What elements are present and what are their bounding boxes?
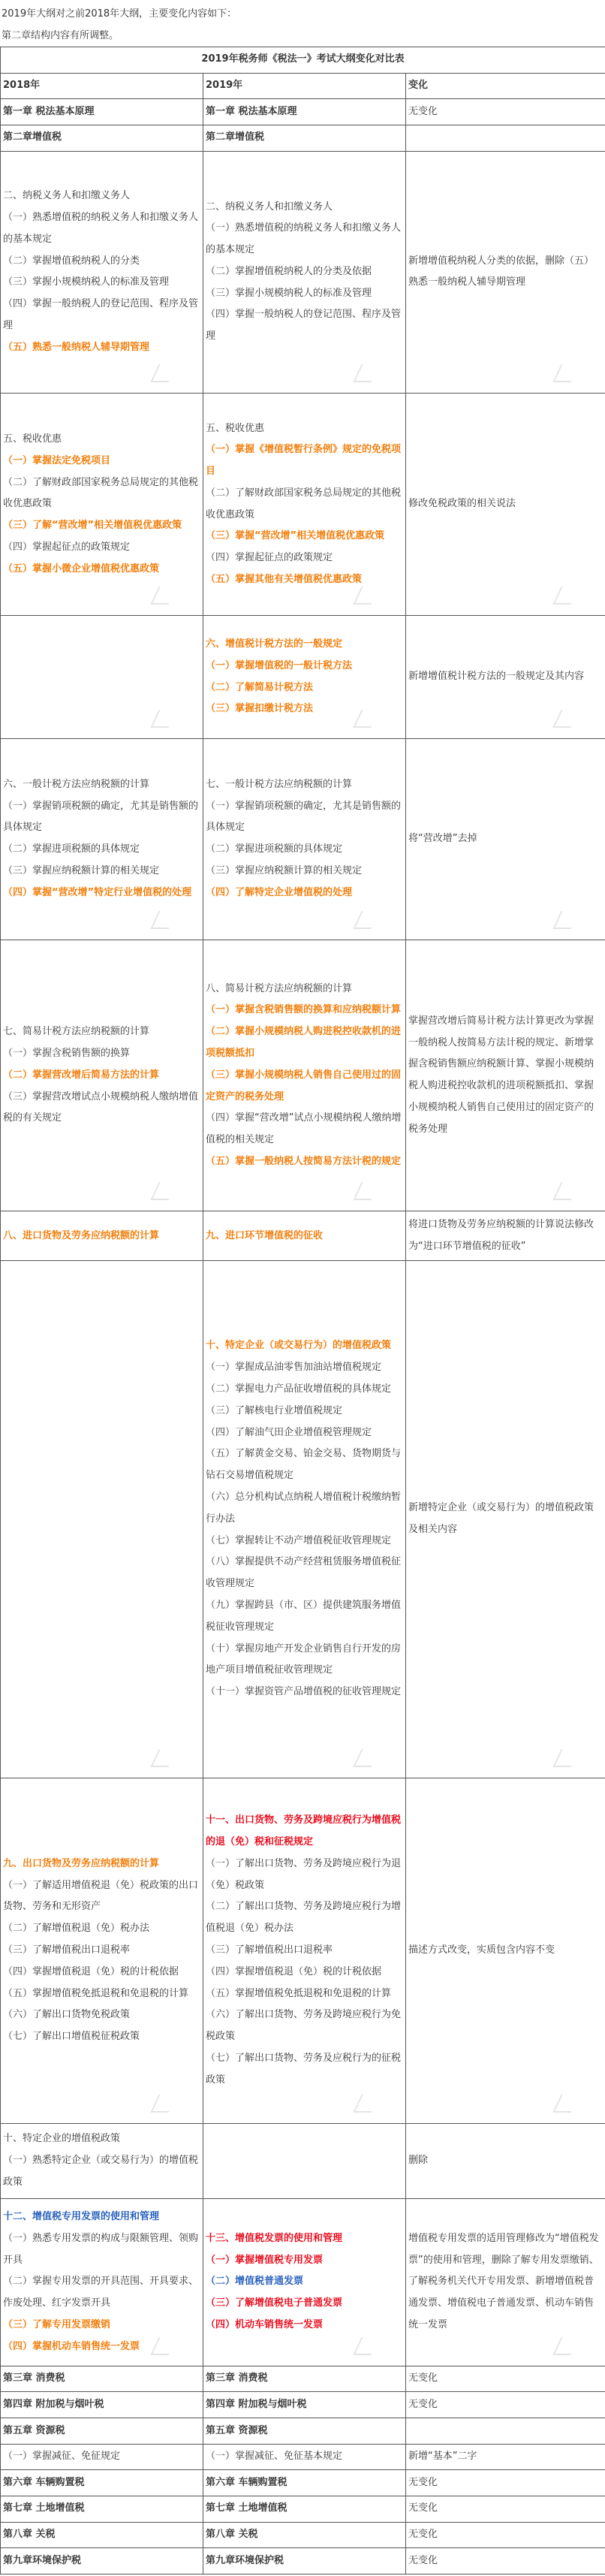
cell-line: （一）了解适用增值税退（免）税政策的出口货物、劳务和无形资产 <box>3 1879 199 1913</box>
cell-2019 <box>203 1261 406 1778</box>
cell-line: 二、纳税义务人和扣缴义务人 <box>206 201 333 213</box>
column-header-change: 变化 <box>406 73 605 99</box>
cell-line: （三）了解增值税电子普通发票 <box>206 2297 343 2309</box>
cell-line: 第二章增值税 <box>3 131 62 143</box>
cell-line: （四）掌握一般纳税人的登记范围、程序及管理 <box>206 309 402 342</box>
cell-2019 <box>203 394 406 616</box>
cell-line: （二）了解财政部国家税务总局规定的其他税收优惠政策 <box>206 487 402 520</box>
cell-line: （十）掌握房地产开发企业销售自行开发的房地产项目增值税征收管理规定 <box>206 1642 402 1676</box>
table-row <box>1 2123 605 2198</box>
cell-line: 无变化 <box>408 2398 438 2410</box>
cell-line: （三）掌握小规模纳税人的标准及管理 <box>3 276 170 288</box>
cell-line: 十二、增值税专用发票的使用和管理 <box>3 2211 160 2223</box>
cell-line: 掌握营改增后简易计税方法计算更改为掌握一般纳税人按简易方法计税的规定、新增掌握含税销售额应纳税额计算、掌握小规模纳税人购进税控收款机的进项税额抵扣、掌握小规模纳税人销售自己使用过的固定资产的税务处理 <box>408 1015 594 1135</box>
cell-change <box>406 2548 605 2574</box>
cell-line: 无变化 <box>408 2476 438 2488</box>
table-header-row <box>1 73 605 99</box>
cell-line: （二）掌握增值税纳税人的分类及依据 <box>206 265 372 277</box>
cell-line: （一）熟悉专用发票的构成与限额管理、领购开具 <box>3 2232 199 2266</box>
cell-2019 <box>203 2470 406 2496</box>
cell-line: （二）掌握小规模纳税人购进税控收款机的进项税额抵扣 <box>206 1026 402 1059</box>
cell-line: 增值税专用发票的适用管理修改为“增值税发票”的使用和管理，删除了解专用发票缴销、了解税务机关代开专用发票、新增增值税普通发票、增值税电子普通发票、机动车销售统一发票 <box>408 2232 599 2331</box>
cell-line: （一）掌握减征、免征基本规定 <box>206 2451 343 2463</box>
cell-line: （四）掌握起征点的政策规定 <box>206 552 333 564</box>
cell-line: （五）了解黄金交易、铂金交易、货物期货与钻石交易增值税规定 <box>206 1448 402 1482</box>
cell-line: （一）掌握减征、免征规定 <box>3 2451 121 2463</box>
cell-line: （一）掌握含税销售额的换算和应纳税额计算 <box>206 1004 402 1016</box>
cell-line: 二、纳税义务人和扣缴义务人 <box>3 190 131 202</box>
cell-line: （三）了解增值税出口退税率 <box>206 1944 333 1956</box>
cell-line: （四）了解油气田企业增值税管理规定 <box>206 1426 372 1438</box>
cell-line: 第七章 土地增值税 <box>206 2502 287 2514</box>
cell-line: （六）了解出口货物、劳务及跨境应税行为免税政策 <box>206 2009 402 2043</box>
cell-2018 <box>1 2123 203 2198</box>
table-row <box>1 2392 605 2418</box>
cell-line: （一）掌握增值税的一般计税方法 <box>206 659 353 671</box>
cell-line: （五）掌握其他有关增值税优惠政策 <box>206 574 363 586</box>
cell-2019 <box>203 2418 406 2445</box>
cell-2019 <box>203 2198 406 2366</box>
cell-2019 <box>203 940 406 1211</box>
cell-line: （二）了解出口货物、劳务及跨境应税行为增值税退（免）税办法 <box>206 1901 402 1935</box>
cell-line: （六）了解出口货物免税政策 <box>3 2009 131 2021</box>
cell-line: 第三章 消费税 <box>206 2372 268 2384</box>
cell-line: 第一章 税法基本原理 <box>206 105 297 117</box>
cell-line: 删除 <box>408 2154 429 2166</box>
comparison-table <box>0 47 605 2574</box>
cell-2019 <box>203 2444 406 2470</box>
cell-line: （一）掌握成品油零售加油站增值税规定 <box>206 1362 382 1374</box>
cell-line: 修改免税政策的相关说法 <box>408 498 516 510</box>
cell-line: 新增“基本”二字 <box>408 2451 477 2463</box>
cell-change <box>406 1211 605 1261</box>
cell-line: （二）了解财政部国家税务总局规定的其他税收优惠政策 <box>3 476 199 510</box>
cell-2018 <box>1 394 203 616</box>
cell-line: 七、一般计税方法应纳税额的计算 <box>206 778 353 790</box>
cell-line: 第八章 关税 <box>206 2529 258 2541</box>
cell-line: （一）了解出口货物、劳务及跨境应税行为退（免）税政策 <box>206 1857 402 1891</box>
cell-line: （七）了解出口货物、劳务及应税行为的征税政策 <box>206 2052 402 2086</box>
cell-2019 <box>203 2496 406 2523</box>
cell-line: （一）掌握增值税专用发票 <box>206 2254 324 2266</box>
cell-line: 第六章 车辆购置税 <box>3 2476 85 2488</box>
cell-2019 <box>203 738 406 940</box>
cell-change <box>406 2496 605 2523</box>
cell-change <box>406 394 605 616</box>
cell-line: 第五章 资源税 <box>206 2424 268 2436</box>
cell-line: 第九章环境保护税 <box>206 2554 284 2566</box>
cell-line: （二）掌握电力产品征收增值税的具体规定 <box>206 1383 392 1395</box>
cell-change <box>406 940 605 1211</box>
cell-line: （三）了解核电行业增值税规定 <box>206 1404 343 1416</box>
cell-2019 <box>203 99 406 125</box>
cell-line: （三）了解增值税出口退税率 <box>3 1944 131 1956</box>
cell-change <box>406 99 605 125</box>
cell-line: （一）掌握销项税额的确定，尤其是销售额的具体规定 <box>206 800 402 834</box>
cell-line: （五）掌握增值税免抵退税和免退税的计算 <box>3 1987 189 1999</box>
cell-line: （一）熟悉增值税的纳税义务人和扣缴义务人的基本规定 <box>206 222 402 256</box>
cell-line: 第五章 资源税 <box>3 2424 65 2436</box>
cell-2019 <box>203 125 406 151</box>
column-header-2018: 2018年 <box>1 73 203 99</box>
cell-2019 <box>203 2548 406 2574</box>
table-row <box>1 616 605 738</box>
table-row <box>1 2548 605 2574</box>
cell-2018 <box>1 1778 203 2123</box>
table-row <box>1 1778 605 2123</box>
cell-line: 第七章 土地增值税 <box>3 2502 85 2514</box>
cell-line: （四）掌握一般纳税人的登记范围、程序及管理 <box>3 298 199 331</box>
table-row <box>1 2444 605 2470</box>
cell-line: 第九章环境保护税 <box>3 2554 82 2566</box>
cell-line: 九、进口环节增值税的征收 <box>206 1229 324 1241</box>
table-row <box>1 99 605 125</box>
table-row <box>1 151 605 393</box>
table-title: 2019年税务师《税法一》考试大纲变化对比表 <box>1 47 605 74</box>
column-header-2019: 2019年 <box>203 73 406 99</box>
cell-line: （一）掌握销项税额的确定，尤其是销售额的具体规定 <box>3 800 199 834</box>
cell-2018 <box>1 1261 203 1778</box>
cell-line: （七）了解出口增值税征税政策 <box>3 2031 140 2043</box>
cell-2018 <box>1 2522 203 2548</box>
cell-line: 将进口货物及劳务应纳税额的计算说法修改为“进口环节增值税的征收” <box>408 1219 594 1252</box>
cell-line: 新增增值税计税方法的一般规定及其内容 <box>408 671 585 683</box>
cell-line: 第一章 税法基本原理 <box>3 105 95 117</box>
cell-2019 <box>203 2522 406 2548</box>
cell-2018 <box>1 151 203 393</box>
table-row <box>1 125 605 151</box>
cell-line: （四）掌握“营改增”特定行业增值税的处理 <box>3 886 192 898</box>
cell-line: 第二章增值税 <box>206 131 265 143</box>
cell-change <box>406 151 605 393</box>
cell-line: （二）掌握进项税额的具体规定 <box>3 843 140 855</box>
cell-2019 <box>203 2392 406 2418</box>
cell-2018 <box>1 2366 203 2392</box>
cell-line: 新增特定企业（或交易行为）的增值税政策及相关内容 <box>408 1502 594 1536</box>
cell-line: （二）了解增值税退（免）税办法 <box>3 1923 150 1935</box>
cell-2018 <box>1 940 203 1211</box>
cell-2019 <box>203 1211 406 1261</box>
cell-line: （五）掌握小微企业增值税优惠政策 <box>3 563 160 575</box>
cell-line: 无变化 <box>408 2529 438 2541</box>
cell-line: 第八章 关税 <box>3 2529 56 2541</box>
cell-line: 八、进口货物及劳务应纳税额的计算 <box>3 1229 160 1241</box>
cell-2019 <box>203 2123 406 2198</box>
cell-line: （十一）掌握资管产品增值税的征收管理规定 <box>206 1686 402 1698</box>
cell-line: （四）机动车销售统一发票 <box>206 2319 324 2331</box>
cell-line: 无变化 <box>408 2554 438 2566</box>
cell-2018 <box>1 2198 203 2366</box>
cell-line: （二）掌握进项税额的具体规定 <box>206 843 343 855</box>
cell-line: （三）掌握应纳税额计算的相关规定 <box>3 865 160 877</box>
table-row <box>1 2198 605 2366</box>
cell-line: 描述方式改变，实质包含内容不变 <box>408 1944 555 1956</box>
cell-change <box>406 2392 605 2418</box>
cell-line: （三）了解专用发票缴销 <box>3 2319 111 2331</box>
cell-change <box>406 2418 605 2445</box>
cell-line: （四）掌握起征点的政策规定 <box>3 541 131 553</box>
cell-line: （六）总分机构试点纳税人增值税计税缴纳暂行办法 <box>206 1492 402 1525</box>
cell-line: （五）掌握增值税免抵退税和免退税的计算 <box>206 1987 392 1999</box>
cell-line: （七）掌握转让不动产增值税征收管理规定 <box>206 1534 392 1546</box>
table-row <box>1 2470 605 2496</box>
cell-2018 <box>1 2496 203 2523</box>
cell-2019 <box>203 151 406 393</box>
intro <box>0 0 605 44</box>
table-row <box>1 940 605 1211</box>
cell-line: （八）掌握提供不动产经营租赁服务增值税征收管理规定 <box>206 1556 402 1590</box>
cell-line: （二）掌握增值税纳税人的分类 <box>3 255 140 267</box>
cell-line: （三）了解“营改增”相关增值税优惠政策 <box>3 520 182 532</box>
intro-line-1: 2019年大纲对之前2018年大纲，主要变化内容如下： <box>2 8 237 20</box>
cell-line: （五）熟悉一般纳税人辅导期管理 <box>3 341 150 353</box>
cell-line: 十、特定企业的增值税政策 <box>3 2133 121 2145</box>
cell-line: 新增增值税纳税人分类的依据，删除（五）熟悉一般纳税人辅导期管理 <box>408 255 594 288</box>
cell-line: （三）掌握“营改增”相关增值税优惠政策 <box>206 530 385 542</box>
cell-line: 七、简易计税方法应纳税额的计算 <box>3 1026 150 1038</box>
cell-2018 <box>1 2548 203 2574</box>
cell-line: （四）掌握机动车销售统一发票 <box>3 2340 140 2352</box>
cell-line: （九）掌握跨县（市、区）提供建筑服务增值税征收管理规定 <box>206 1600 402 1633</box>
cell-line: 五、税收优惠 <box>3 433 62 445</box>
cell-change <box>406 2123 605 2198</box>
cell-line: 第六章 车辆购置税 <box>206 2476 287 2488</box>
cell-change <box>406 1778 605 2123</box>
cell-2018 <box>1 125 203 151</box>
table-row <box>1 2366 605 2392</box>
cell-line: （五）掌握一般纳税人按简易方法计税的规定 <box>206 1155 402 1167</box>
cell-change <box>406 616 605 738</box>
cell-line: （三）掌握营改增试点小规模纳税人缴纳增值税的有关规定 <box>3 1090 199 1124</box>
cell-change <box>406 2444 605 2470</box>
cell-line: （三）掌握应纳税额计算的相关规定 <box>206 865 363 877</box>
cell-2018 <box>1 2444 203 2470</box>
cell-2018 <box>1 99 203 125</box>
cell-change <box>406 738 605 940</box>
cell-line: （一）熟悉增值税的纳税义务人和扣缴义务人的基本规定 <box>3 211 199 245</box>
cell-change <box>406 2522 605 2548</box>
table-row <box>1 738 605 940</box>
cell-2018 <box>1 2470 203 2496</box>
cell-line: （四）了解特定企业增值税的处理 <box>206 886 353 898</box>
cell-2018 <box>1 616 203 738</box>
cell-line: 十、特定企业（或交易行为）的增值税政策 <box>206 1340 392 1352</box>
cell-line: 八、简易计税方法应纳税额的计算 <box>206 982 353 994</box>
cell-2018 <box>1 2418 203 2445</box>
cell-line: 无变化 <box>408 105 438 117</box>
cell-2019 <box>203 1778 406 2123</box>
cell-line: 将“营改增”去掉 <box>408 832 477 844</box>
cell-line: 六、增值税计税方法的一般规定 <box>206 638 343 650</box>
cell-change <box>406 1261 605 1778</box>
cell-2019 <box>203 616 406 738</box>
cell-change <box>406 2470 605 2496</box>
cell-change <box>406 2366 605 2392</box>
cell-line: （二）了解简易计税方法 <box>206 681 314 693</box>
cell-line: 十三、增值税发票的使用和管理 <box>206 2232 343 2244</box>
cell-line: 十一、出口货物、劳务及跨境应税行为增值税的退（免）税和征税规定 <box>206 1814 402 1848</box>
cell-line: （四）掌握增值税退（免）税的计税依据 <box>206 1965 382 1977</box>
table-row <box>1 2496 605 2523</box>
table-row <box>1 1261 605 1778</box>
cell-line: （三）掌握小规模纳税人销售自己使用过的固定资产的税务处理 <box>206 1069 402 1102</box>
table-row <box>1 1211 605 1261</box>
cell-line: （二）增值税普通发票 <box>206 2276 304 2288</box>
cell-2018 <box>1 2392 203 2418</box>
cell-2018 <box>1 738 203 940</box>
cell-line: 六、一般计税方法应纳税额的计算 <box>3 778 150 790</box>
cell-line: 无变化 <box>408 2502 438 2514</box>
cell-2019 <box>203 2366 406 2392</box>
cell-line: 第四章 附加税与烟叶税 <box>206 2398 307 2410</box>
table-row <box>1 2418 605 2445</box>
cell-line: （一）掌握法定免税项目 <box>3 454 111 466</box>
cell-line: 九、出口货物及劳务应纳税额的计算 <box>3 1857 160 1869</box>
cell-line: （一）掌握《增值税暂行条例》规定的免税项目 <box>206 444 402 478</box>
cell-line: （一）掌握含税销售额的换算 <box>3 1047 131 1059</box>
cell-line: （四）掌握增值税退（免）税的计税依据 <box>3 1965 179 1977</box>
cell-line: （三）掌握小规模纳税人的标准及管理 <box>206 287 372 299</box>
table-row <box>1 394 605 616</box>
cell-line: 五、税收优惠 <box>206 422 265 434</box>
cell-line: （二）掌握专用发票的开具范围、开具要求、作废处理、红字发票开具 <box>3 2276 199 2309</box>
cell-line: 无变化 <box>408 2372 438 2384</box>
cell-line: （三）掌握扣缴计税方法 <box>206 703 314 715</box>
cell-line: （二）掌握营改增后简易方法的计算 <box>3 1069 160 1081</box>
cell-line: （四）掌握“营改增”试点小规模纳税人缴纳增值税的相关规定 <box>206 1112 402 1146</box>
cell-line: 第四章 附加税与烟叶税 <box>3 2398 104 2410</box>
table-row <box>1 2522 605 2548</box>
cell-line: 第三章 消费税 <box>3 2372 65 2384</box>
cell-2018 <box>1 1211 203 1261</box>
cell-line: （一）熟悉特定企业（或交易行为）的增值税政策 <box>3 2154 199 2188</box>
cell-change <box>406 125 605 151</box>
intro-line-2: 第二章结构内容有所调整。 <box>2 30 119 41</box>
cell-change <box>406 2198 605 2366</box>
table-title-row <box>1 47 605 74</box>
